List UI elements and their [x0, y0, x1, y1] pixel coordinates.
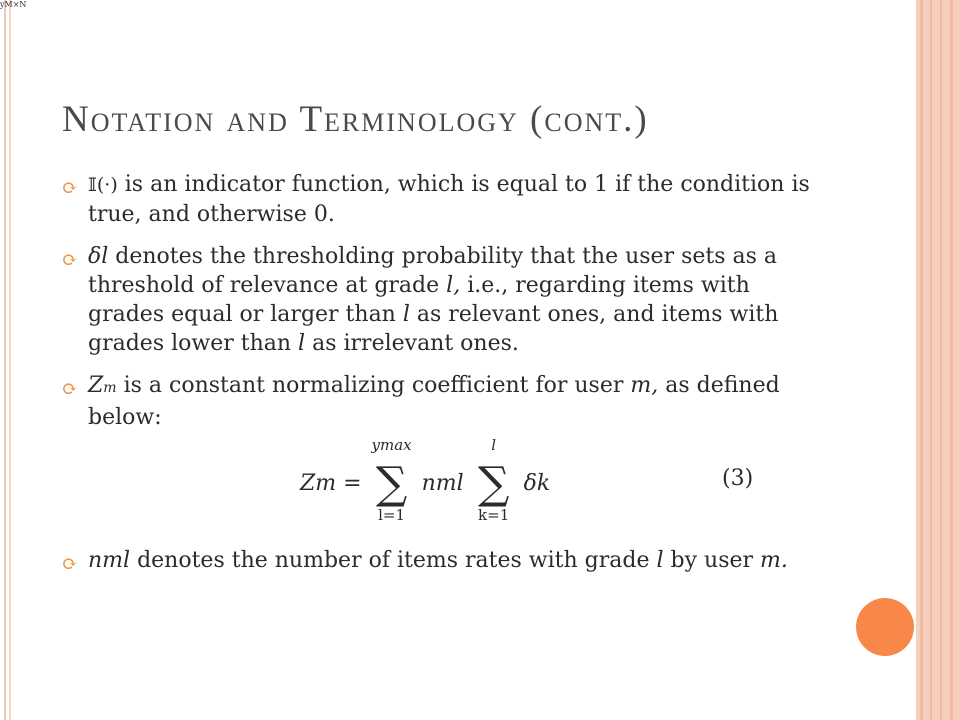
var-l: l,: [446, 273, 461, 298]
slide-title: Notation and Terminology (cont.): [62, 99, 649, 140]
n-symbol: nml: [88, 548, 131, 573]
bullet-count: [62, 546, 822, 575]
var-l: l: [656, 548, 664, 573]
sum-2-upper: l: [491, 436, 497, 454]
var-m: m.: [760, 548, 788, 573]
var-m: m,: [630, 373, 659, 398]
z-subscript: m: [103, 380, 117, 396]
bullet-marker-icon: ⟳: [62, 553, 78, 575]
sum-2: [471, 436, 517, 524]
bullet-text: is an indicator function, which is equal to 1 if the condition is true, and otherwise 0.: [88, 172, 810, 227]
indicator-symbol: 𝕀(·): [88, 174, 118, 196]
sigma-icon: ∑: [477, 458, 510, 509]
bullet-text: as relevant ones, and items with grades lower than: [88, 302, 779, 356]
delta-symbol: δl: [88, 244, 109, 269]
bullet-normalizer: [62, 371, 822, 432]
bullet-list: [62, 170, 822, 588]
bullet-text: i.e., regarding items with grades equal or larger than: [88, 273, 750, 327]
sigma-icon: ∑: [375, 458, 408, 509]
bullet-indicator: [62, 170, 822, 229]
bullet-text: as irrelevant ones.: [312, 331, 519, 356]
formula-term-1: nml: [421, 471, 464, 496]
bullet-text: is a constant normalizing coefficient for user: [123, 373, 624, 398]
formula-block: [62, 434, 822, 536]
sum-1-lower: l=1: [378, 506, 406, 524]
sum-1-upper: ymax: [371, 436, 412, 454]
var-l: l: [298, 331, 306, 356]
formula-lhs: Zm =: [300, 471, 362, 496]
sum-2-lower: k=1: [478, 506, 510, 524]
right-decor-bars: [916, 0, 960, 720]
formula: [300, 436, 551, 524]
bullet-marker-icon: ⟳: [62, 249, 78, 271]
bullet-text: denotes the number of items rates with grade: [137, 548, 650, 573]
sum-1: [369, 436, 415, 524]
formula-term-2: δk: [523, 471, 551, 496]
left-decor-stripe-2: [9, 0, 11, 720]
accent-circle: [856, 598, 914, 656]
bullet-marker-icon: ⟳: [62, 177, 78, 199]
bullet-text: by user: [670, 548, 754, 573]
equation-number: (3): [722, 466, 754, 491]
z-symbol: Z: [88, 373, 104, 398]
bullet-text: denotes the thresholding probability that the user sets as a threshold of relevance at grade: [88, 244, 778, 298]
bullet-marker-icon: ⟳: [62, 378, 78, 400]
corner-note: yM×N: [0, 0, 27, 9]
bullet-threshold: [62, 242, 822, 358]
var-l: l: [402, 302, 410, 327]
left-decor-stripe: [4, 0, 6, 720]
bullet-text: as defined below:: [88, 373, 780, 430]
